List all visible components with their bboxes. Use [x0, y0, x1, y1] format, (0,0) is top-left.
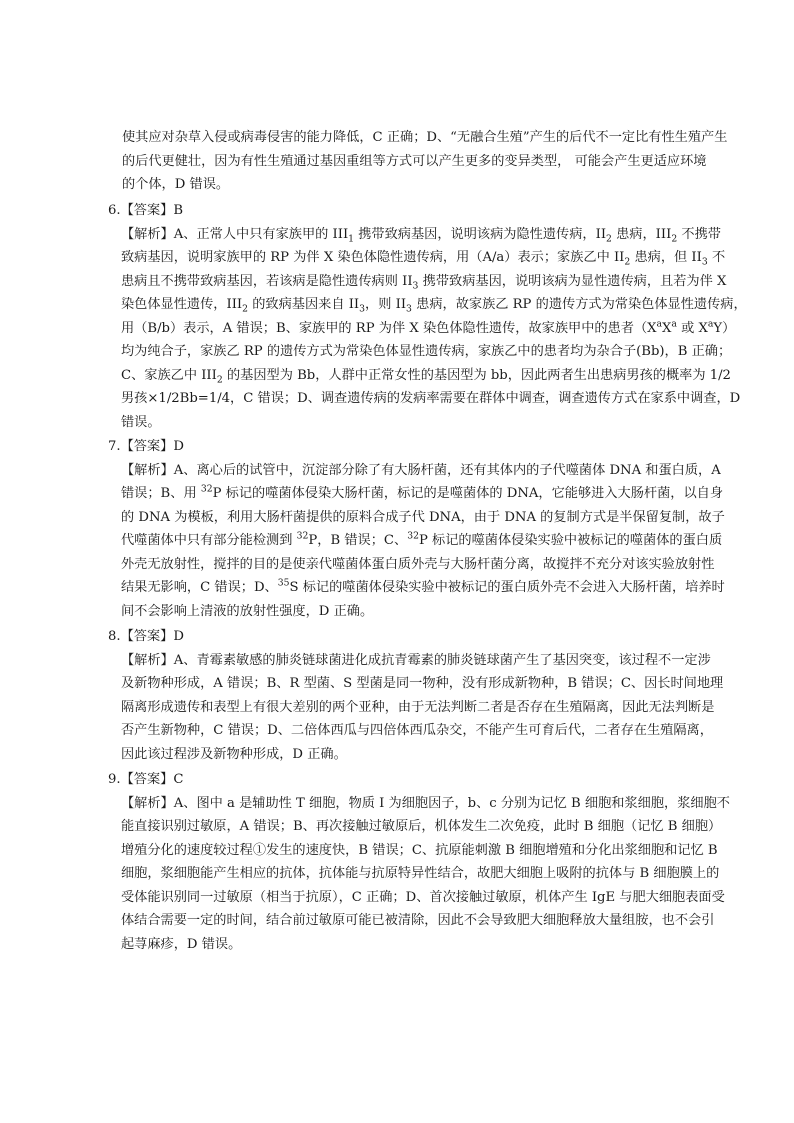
subscript: 3	[412, 280, 419, 292]
question-9	[108, 768, 730, 956]
analysis-line: 用（B/b）表示，A 错误；B、家族甲的 RP 为伴 X 染色体隐性遗传，故家族甲中的患者（$X^aX^a$ 或 $X^aY$）	[121, 318, 736, 336]
question-6	[108, 199, 747, 434]
analysis-line: 【解析】A、离心后的试管中，沉淀部分除了有大肠杆菌，还有其体内的子代噬菌体 DNA 和蛋白质，A	[121, 462, 721, 478]
superscript: 32	[296, 530, 309, 542]
analysis-line: 代噬菌体中只有部分能检测到 $^{32}$P，B 错误；C、$^{32}$P 标记的噬菌体侵染实验中被标记的噬菌体的蛋白质	[121, 530, 723, 548]
analysis-line: 外壳无放射性，搅拌的目的是使亲代噬菌体蛋白质外壳与大肠杆菌分离，故搅拌不充分对该实验放射性	[121, 556, 715, 572]
analysis-line: 【解析】A、图中 a 是辅助性 T 细胞，物质 I 为细胞因子，b、c 分别为记忆 B 细胞和浆细胞，浆细胞不	[121, 795, 730, 811]
superscript: 32	[200, 483, 213, 495]
intro-paragraph	[122, 126, 727, 197]
analysis-line: 染色体显性遗传，$III_2$ 的致病基因来自 $II_3$，则 $II_3$ 患病，故家族乙 RP 的遗传方式为常染色体显性遗传病，	[121, 297, 747, 315]
subscript: 1	[348, 233, 355, 245]
analysis-paragraph	[121, 792, 730, 957]
analysis-line: 否产生新物种，C 错误；D、二倍体西瓜与四倍体西瓜杂交，不能产生可育后代，二者存在生殖隔离，	[121, 723, 713, 738]
question-7	[108, 435, 725, 623]
analysis-line: 结果无影响，C 错误；D、$^{35}$S 标记的噬菌体侵染实验中被标记的蛋白质外壳不会进入大肠杆菌，培养时	[121, 577, 725, 595]
analysis-line: 体结合需要一定的时间，结合前过敏原可能已被清除，因此不会导致肥大细胞释放大量组胺，也不会引	[121, 913, 715, 928]
analysis-line: 细胞，浆细胞能产生相应的抗体，抗体能与抗原特异性结合，故肥大细胞上吸附的抗体与 B 细胞膜上的	[121, 866, 720, 881]
analysis-line: 及新物种形成，A 错误；B、R 型菌、S 型菌是同一物种，没有形成新物种，B 错误；C、因长时间地理	[121, 676, 724, 691]
analysis-line: 男孩×1/2Bb=1/4，C 错误；D、调查遗传病的发病率需要在群体中调查，调查遗传方式在家系中调查，D	[121, 391, 741, 406]
superscript: a	[707, 318, 714, 330]
analysis-line: 增殖分化的速度较过程①发生的速度快，B 错误；C、抗原能刺激 B 细胞增殖和分化出浆细胞和记忆 B	[121, 842, 718, 858]
analysis-line: 的 DNA 为模板，利用大肠杆菌提供的原料合成子代 DNA，由于 DNA 的复制方式是半保留复制，故子	[121, 509, 725, 525]
superscript: a	[671, 318, 677, 330]
analysis-line: 错误；B、用 $^{32}$P 标记的噬菌体侵染大肠杆菌，标记的是噬菌体的 DNA，它能够进入大肠杆菌，以自身	[121, 483, 724, 501]
analysis-line: 因此该过程涉及新物种形成，D 正确。	[121, 746, 347, 762]
analysis-line: 均为纯合子，家族乙 RP 的遗传方式为常染色体显性遗传病，家族乙中的患者均为杂合子(Bb)，B 正确；	[121, 344, 732, 359]
subscript: 2	[242, 303, 249, 315]
analysis-paragraph	[121, 459, 725, 624]
analysis-line: 【解析】A、正常人中只有家族甲的 $III_1$ 携带致病基因，说明该病为隐性遗传病，$II_2$ 患病，$III_2$ 不携带	[121, 226, 721, 245]
subscript: 2	[624, 256, 631, 268]
analysis-line: C、家族乙中 $III_2$ 的基因型为 Bb，人群中正常女性的基因型为 bb，因此两者生出患病男孩的概率为 1/2	[121, 367, 731, 386]
analysis-line: 错误。	[121, 414, 161, 430]
analysis-line: 隔离形成遗传和表型上有很大差别的两个亚种，由于无法判断二者是否存在生殖隔离，因此无法判断是	[121, 699, 715, 715]
subscript: 2	[216, 374, 223, 386]
analysis-line: 受体能识别同一过敏原（相当于抗原），C 正确；D、首次接触过敏原，机体产生 IgE 与肥大细胞表面受	[121, 889, 725, 905]
superscript: a	[656, 318, 663, 330]
analysis-line: 患病且不携带致病基因，若该病是隐性遗传病则 $II_3$ 携带致病基因，说明该病为显性遗传病，且若为伴 X	[121, 273, 727, 292]
answer-heading: 6.【答案】B	[108, 203, 184, 218]
subscript: 3	[406, 303, 412, 315]
intro-line: 使其应对杂草入侵或病毒侵害的能力降低，C 正确；D、“无融合生殖”产生的后代不一定比有性生殖产生	[122, 130, 728, 145]
answer-heading: 8.【答案】D	[108, 629, 184, 644]
answer-heading: 9.【答案】C	[108, 772, 184, 787]
analysis-paragraph	[121, 649, 723, 767]
superscript: 35	[277, 577, 290, 589]
analysis-line: 致病基因，说明家族甲的 RP 为伴 X 染色体隐性遗传病，用（A/a）表示；家族乙中 $II_2$ 患病，但 $II_3$ 不	[121, 250, 726, 268]
analysis-paragraph	[121, 223, 747, 435]
superscript: 32	[407, 530, 419, 542]
intro-line: 的后代更健壮，因为有性生殖通过基因重组等方式可以产生更多的变异类型， 可能会产生更适应环境	[122, 153, 707, 169]
answer-heading: 7.【答案】D	[108, 439, 184, 454]
analysis-line: 间不会影响上清液的放射性强度，D 正确。	[121, 603, 374, 619]
intro-line: 的个体，D 错误。	[122, 177, 230, 192]
analysis-line: 【解析】A、青霉素敏感的肺炎链球菌进化成抗青霉素的肺炎链球菌产生了基因突变，该过程不一定涉	[121, 652, 711, 668]
analysis-line: 能直接识别过敏原，A 错误；B、再次接触过敏原后，机体发生二次免疫，此时 B 细胞（记忆 B 细胞）	[121, 819, 722, 834]
subscript: 3	[359, 303, 366, 315]
analysis-line: 起荨麻疹，D 错误。	[121, 936, 242, 952]
subscript: 3	[701, 256, 708, 268]
subscript: 2	[606, 233, 612, 245]
subscript: 2	[671, 233, 678, 245]
question-8	[108, 625, 723, 766]
